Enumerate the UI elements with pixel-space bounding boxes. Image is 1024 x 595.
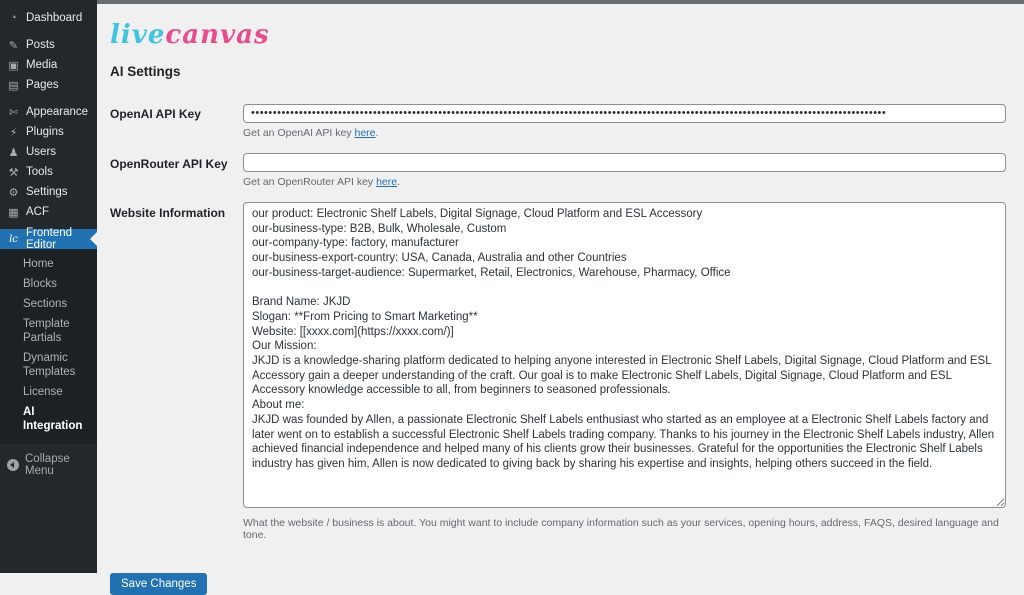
sidebar-item-settings[interactable] bbox=[0, 182, 97, 202]
sidebar-item-label: Dashboard bbox=[26, 12, 83, 24]
submenu-item-home[interactable]: Home bbox=[23, 258, 54, 270]
sidebar-item-plugins[interactable] bbox=[0, 122, 97, 142]
logo-text-canvas: canvas bbox=[165, 20, 270, 50]
pin-icon: ✎ bbox=[8, 39, 19, 52]
plugin-icon: ⚡ bbox=[9, 126, 18, 139]
sidebar-item-label: Pages bbox=[26, 79, 59, 91]
sidebar-item-dashboard[interactable] bbox=[0, 8, 97, 28]
admin-sidebar bbox=[0, 0, 97, 573]
livecanvas-lc-icon: lc bbox=[9, 233, 18, 245]
openai-api-key-help bbox=[243, 127, 1006, 139]
sidebar-item-label: Media bbox=[26, 59, 58, 71]
sidebar-item-label: ACF bbox=[26, 206, 49, 218]
submenu-item-sections[interactable]: Sections bbox=[23, 298, 68, 310]
openai-api-key-input[interactable] bbox=[243, 104, 1006, 123]
submenu-item-dynamic-templates[interactable]: Dynamic Templates bbox=[23, 352, 76, 378]
website-information-help: What the website / business is about. You might want to include company information such as your services, opening hours, address, FAQS, desired language and tone. bbox=[243, 517, 999, 541]
logo-text-live: live bbox=[110, 20, 166, 50]
sidebar-item-label: Frontend Editor bbox=[26, 227, 73, 251]
help-text: . bbox=[375, 126, 379, 139]
top-border-strip bbox=[97, 0, 1024, 4]
sidebar-item-label: Tools bbox=[26, 166, 53, 178]
website-information-row bbox=[110, 202, 1006, 541]
user-icon: ♟ bbox=[8, 146, 19, 159]
brush-icon: ✄ bbox=[8, 106, 19, 119]
submenu-item-template-partials[interactable]: Template Partials bbox=[23, 318, 70, 344]
openai-api-key-label: OpenAI API Key bbox=[110, 107, 201, 121]
sidebar-item-pages[interactable] bbox=[0, 75, 97, 95]
page-title: AI Settings bbox=[110, 64, 181, 79]
sidebar-item-appearance[interactable] bbox=[0, 102, 97, 122]
website-information-textarea[interactable] bbox=[243, 202, 1006, 508]
help-text: . bbox=[397, 176, 401, 188]
menu-separator bbox=[0, 95, 97, 102]
openrouter-api-key-label: OpenRouter API Key bbox=[110, 156, 228, 171]
media-icon: ▣ bbox=[8, 59, 19, 72]
openrouter-api-key-row bbox=[110, 153, 1006, 189]
frontend-editor-submenu bbox=[0, 249, 97, 444]
sidebar-item-frontend-editor[interactable] bbox=[0, 229, 97, 249]
openrouter-api-key-input[interactable] bbox=[243, 153, 1006, 172]
sidebar-item-label: Settings bbox=[26, 186, 68, 198]
menu-separator bbox=[0, 28, 97, 35]
openai-key-here-link[interactable]: here bbox=[354, 126, 376, 139]
website-information-label: Website Information bbox=[110, 206, 226, 220]
collapse-menu-label: Collapse Menu bbox=[25, 453, 70, 477]
sidebar-item-label: Appearance bbox=[26, 106, 89, 118]
collapse-arrow-icon bbox=[7, 459, 19, 471]
pages-icon: ▤ bbox=[8, 79, 19, 92]
submenu-item-ai-integration[interactable]: AI Integration bbox=[23, 406, 83, 432]
collapse-menu-button[interactable] bbox=[0, 447, 97, 483]
openrouter-key-here-link[interactable]: here bbox=[376, 176, 398, 188]
sidebar-item-acf[interactable] bbox=[0, 202, 97, 222]
submenu-item-blocks[interactable]: Blocks bbox=[23, 278, 57, 290]
save-changes-button[interactable]: Save Changes bbox=[110, 573, 207, 595]
openrouter-api-key-help bbox=[243, 176, 1006, 188]
submenu-item-license[interactable]: License bbox=[23, 386, 63, 398]
help-text: Get an OpenRouter API key bbox=[243, 176, 377, 188]
sidebar-item-label: Plugins bbox=[26, 126, 64, 138]
sliders-icon: ⚙ bbox=[8, 186, 19, 199]
sidebar-item-label: Users bbox=[26, 146, 57, 158]
sidebar-item-media[interactable] bbox=[0, 55, 97, 75]
main-content bbox=[97, 0, 1024, 590]
wrench-icon: ⚒ bbox=[8, 166, 19, 179]
help-text: Get an OpenAI API key bbox=[243, 126, 355, 139]
sidebar-item-tools[interactable] bbox=[0, 162, 97, 182]
sidebar-item-users[interactable] bbox=[0, 142, 97, 162]
grid-icon: ▦ bbox=[8, 206, 19, 219]
sidebar-item-label: Posts bbox=[26, 39, 55, 51]
sidebar-item-posts[interactable] bbox=[0, 35, 97, 55]
openai-api-key-row bbox=[110, 103, 1006, 139]
livecanvas-logo bbox=[110, 20, 1006, 50]
dashboard-icon: ◔ bbox=[10, 12, 17, 24]
